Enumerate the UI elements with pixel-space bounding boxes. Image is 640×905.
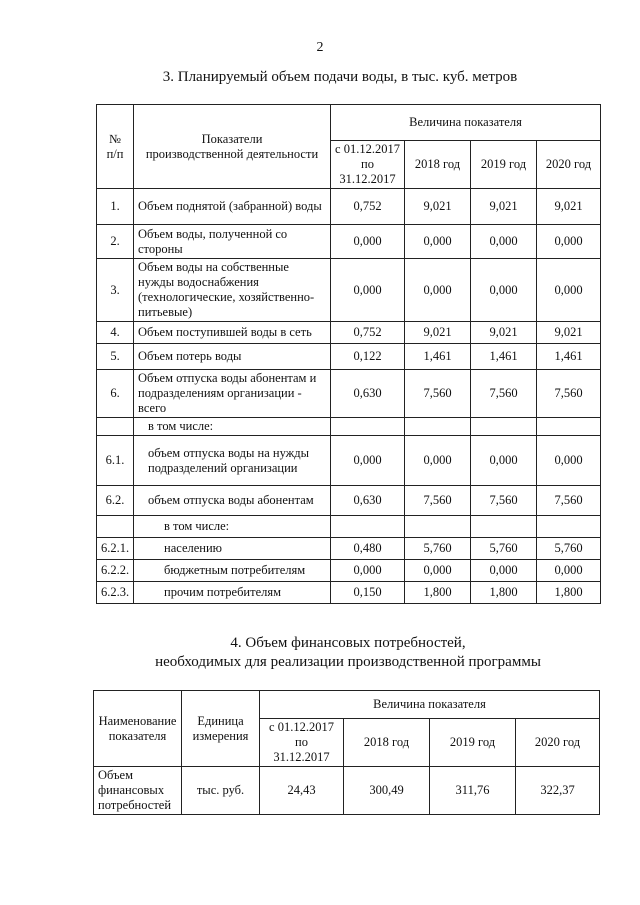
row-value: 0,630: [331, 370, 405, 418]
section-4-title-line1: 4. Объем финансовых потребностей,: [230, 635, 466, 651]
row-value: [537, 516, 601, 538]
header-value-group: Величина показателя: [331, 105, 601, 141]
header-period: 2020 год: [537, 141, 601, 189]
header-unit: Единица измерения: [182, 691, 260, 767]
row-value: 0,122: [331, 344, 405, 370]
row-value: 1,800: [537, 582, 601, 604]
row-value: 0,630: [331, 486, 405, 516]
row-number: 3.: [97, 259, 134, 322]
row-number: [97, 516, 134, 538]
section-3-title: 3. Планируемый объем подачи воды, в тыс. куб. метров: [162, 69, 518, 85]
row-label: Объем отпуска воды абонентам и подразделениям организации - всего: [134, 370, 331, 418]
row-number: 6.1.: [97, 436, 134, 486]
row-label: бюджетным потребителям: [134, 560, 331, 582]
row-value: 0,000: [405, 560, 471, 582]
row-label: в том числе:: [134, 516, 331, 538]
row-name: Объем финансовых потребностей: [94, 767, 182, 815]
row-value: 1,461: [405, 344, 471, 370]
row-value: [331, 418, 405, 436]
header-period: 2018 год: [405, 141, 471, 189]
row-value: 0,000: [405, 436, 471, 486]
row-value: 0,752: [331, 322, 405, 344]
row-value: 7,560: [537, 370, 601, 418]
row-value: [405, 418, 471, 436]
row-value: 5,760: [405, 538, 471, 560]
row-value: 0,480: [331, 538, 405, 560]
row-value: 0,000: [537, 259, 601, 322]
header-period: 2018 год: [344, 719, 430, 767]
header-period: с 01.12.2017 по 31.12.2017: [331, 141, 405, 189]
row-label: Объем воды на собственные нужды водоснабжения (технологические, хозяйственно-питьевые): [134, 259, 331, 322]
row-label: Объем воды, полученной со стороны: [134, 225, 331, 259]
row-number: 6.2.1.: [97, 538, 134, 560]
row-number: [97, 418, 134, 436]
row-number: 6.2.2.: [97, 560, 134, 582]
water-supply-table: [96, 104, 601, 604]
row-value: 9,021: [405, 322, 471, 344]
table-row: [97, 370, 601, 418]
row-value: 0,000: [537, 436, 601, 486]
row-number: 5.: [97, 344, 134, 370]
row-value: 5,760: [471, 538, 537, 560]
row-value: 9,021: [537, 322, 601, 344]
table-row: [97, 344, 601, 370]
row-value: 0,000: [331, 560, 405, 582]
row-value: 322,37: [516, 767, 600, 815]
row-value: 0,000: [471, 436, 537, 486]
header-num: № п/п: [97, 105, 134, 189]
row-value: 0,000: [331, 225, 405, 259]
table-row: [97, 516, 601, 538]
row-number: 6.2.3.: [97, 582, 134, 604]
row-value: 300,49: [344, 767, 430, 815]
row-value: [471, 418, 537, 436]
table-row: [97, 259, 601, 322]
row-value: 0,000: [405, 225, 471, 259]
table-row: [97, 486, 601, 516]
table-row: [97, 225, 601, 259]
row-value: [537, 418, 601, 436]
table-row: [97, 322, 601, 344]
table-row: [97, 538, 601, 560]
row-number: 6.2.: [97, 486, 134, 516]
row-label: Объем потерь воды: [134, 344, 331, 370]
row-value: [471, 516, 537, 538]
row-value: 0,000: [405, 259, 471, 322]
row-label: объем отпуска воды абонентам: [134, 486, 331, 516]
row-value: 0,000: [471, 225, 537, 259]
row-value: 9,021: [471, 322, 537, 344]
section-4-title: [28, 634, 640, 672]
row-value: [331, 516, 405, 538]
header-period: 2020 год: [516, 719, 600, 767]
row-value: 24,43: [260, 767, 344, 815]
header-name: Наименование показателя: [94, 691, 182, 767]
row-value: 9,021: [537, 189, 601, 225]
row-value: 0,000: [331, 259, 405, 322]
row-value: 9,021: [405, 189, 471, 225]
row-label: прочим потребителям: [134, 582, 331, 604]
header-indicator: Показатели производственной деятельности: [134, 105, 331, 189]
table-row: [97, 560, 601, 582]
row-value: 7,560: [537, 486, 601, 516]
row-value: 0,000: [331, 436, 405, 486]
row-label: Объем поступившей воды в сеть: [134, 322, 331, 344]
row-value: 311,76: [430, 767, 516, 815]
row-value: 0,752: [331, 189, 405, 225]
row-number: 2.: [97, 225, 134, 259]
financial-needs-table: [93, 690, 600, 815]
row-number: 6.: [97, 370, 134, 418]
row-unit: тыс. руб.: [182, 767, 260, 815]
row-value: 9,021: [471, 189, 537, 225]
table-row: [97, 189, 601, 225]
row-value: 0,000: [537, 560, 601, 582]
row-value: 0,150: [331, 582, 405, 604]
row-label: населению: [134, 538, 331, 560]
row-number: 1.: [97, 189, 134, 225]
header-period: 2019 год: [471, 141, 537, 189]
table-row: [97, 436, 601, 486]
section-4-title-line2: необходимых для реализации производственной программы: [155, 654, 541, 670]
row-label: Объем поднятой (забранной) воды: [134, 189, 331, 225]
row-value: 1,800: [405, 582, 471, 604]
table-row: [97, 582, 601, 604]
row-value: 0,000: [471, 560, 537, 582]
table-row: [97, 418, 601, 436]
row-label: в том числе:: [134, 418, 331, 436]
row-value: 7,560: [471, 486, 537, 516]
row-value: 5,760: [537, 538, 601, 560]
header-period: с 01.12.2017 по 31.12.2017: [260, 719, 344, 767]
row-value: 1,800: [471, 582, 537, 604]
row-value: [405, 516, 471, 538]
row-value: 7,560: [405, 370, 471, 418]
row-number: 4.: [97, 322, 134, 344]
row-value: 1,461: [471, 344, 537, 370]
row-value: 7,560: [405, 486, 471, 516]
row-value: 1,461: [537, 344, 601, 370]
row-value: 0,000: [471, 259, 537, 322]
row-value: 7,560: [471, 370, 537, 418]
header-value-group: Величина показателя: [260, 691, 600, 719]
page-number: 2: [316, 40, 324, 55]
row-label: объем отпуска воды на нужды подразделений организации: [134, 436, 331, 486]
row-value: 0,000: [537, 225, 601, 259]
header-period: 2019 год: [430, 719, 516, 767]
